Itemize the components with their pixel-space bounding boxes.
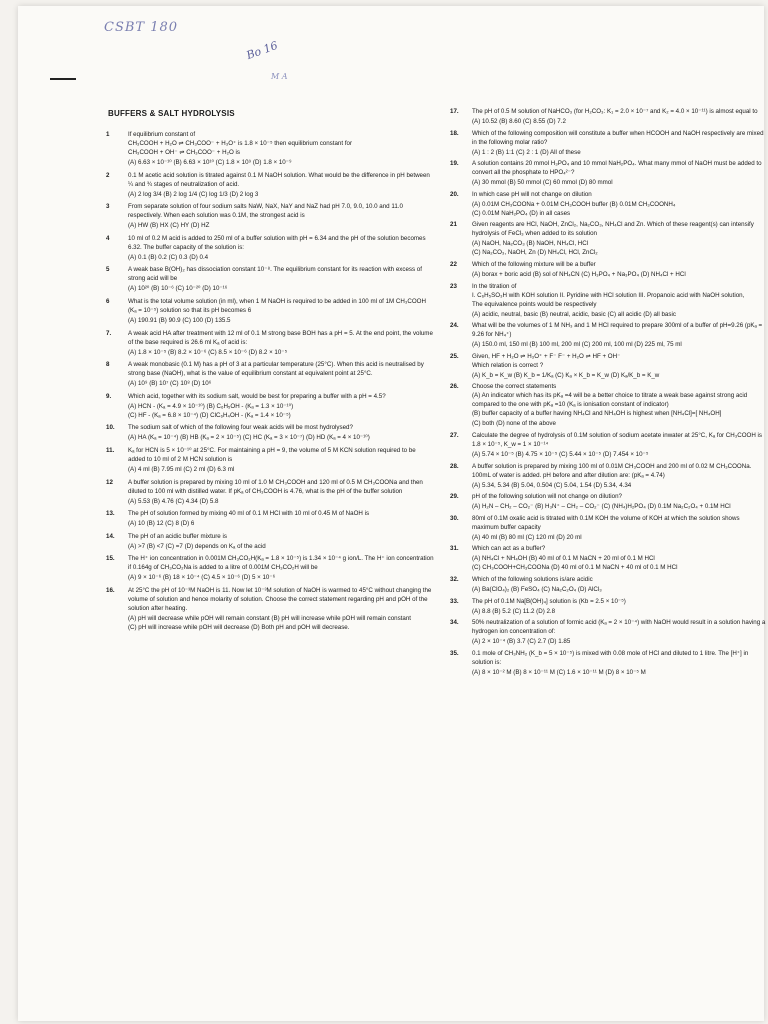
question — [450, 597, 766, 616]
question-text: 50% neutralization of a solution of formic acid (Kₐ = 2 × 10⁻⁴) with NaOH would result in a solution having a hydrogen ion concentration of: — [472, 619, 766, 636]
question — [450, 575, 766, 594]
question-options: (A) 6.63 × 10⁻¹⁰ (B) 6.63 × 10¹⁰ (C) 1.8 × 10⁹ (D) 1.8 × 10⁻⁹ — [128, 159, 292, 166]
question — [450, 282, 766, 319]
question-text: The pH of solution formed by mixing 40 ml of 0.1 M HCl with 10 ml of 0.45 M of NaOH is — [128, 510, 370, 518]
question-options: (A) >7 (B) <7 (C) =7 (D) depends on Kₐ of the acid — [128, 542, 266, 550]
question-options: (A) 5.34, 5.34 (B) 5.04, 0.504 (C) 5.04, 1.54 (D) 5.34, 4.34 — [472, 481, 632, 489]
question — [106, 478, 434, 506]
question-number: 6 — [106, 297, 110, 305]
question — [450, 431, 766, 459]
question-text: The pH of 0.5 M solution of NaHCO₃ (for H₂CO₃: K₁ = 2.0 × 10⁻⁷ and K₂ = 4.0 × 10⁻¹¹) is almost equal to — [472, 108, 758, 115]
question-options: (A) 0.01M CH₃COONa + 0.01M CH₃COOH buffer (B) 0.01M CH₃COONH₄ (C) 0.01M NaH₂PO₄ (D) in all cases — [472, 200, 676, 217]
handwritten-note-middle: Bo 16 — [244, 38, 280, 63]
question-number: 1 — [106, 131, 110, 138]
question-text: 0.1 mole of CH₃NH₂ (K_b = 5 × 10⁻⁵) is mixed with 0.08 mole of HCl and diluted to 1 litre. The [H⁺] in solution is: — [472, 649, 749, 666]
question-number: 5 — [106, 266, 110, 274]
question-options: (A) acidic, neutral, basic (B) neutral, acidic, basic (C) all acidic (D) all basic — [472, 310, 676, 318]
question-text: Which of the following mixture will be a buffer — [472, 260, 596, 268]
question — [450, 514, 766, 542]
question-options: (A) borax + boric acid (B) sol of NH₄CN (C) H₃PO₄ + Na₃PO₄ (D) NH₄Cl + HCl — [472, 270, 686, 278]
question-number: 20. — [450, 190, 459, 198]
question-number: 33. — [450, 597, 459, 605]
question-options: (A) HCN - (Kₐ = 4.9 × 10⁻¹⁰) (B) C₆H₅OH - (Kₐ = 1.3 × 10⁻¹⁰) (C) HF - (Kₐ = 6.8 × 10⁻⁴) (D) ClC₆H₄OH - (Kₐ = 1.4 × 10⁻⁵) — [128, 402, 294, 419]
question-options: (A) 10⁹ (B) 10⁷ (C) 10⁸ (D) 10⁶ — [128, 380, 212, 388]
question-number: 10. — [106, 424, 115, 432]
question-options: (A) 4 ml (B) 7.95 ml (C) 2 ml (D) 6.3 ml — [128, 465, 235, 473]
question-options: (A) 10 (B) 12 (C) 8 (D) 6 — [128, 520, 195, 528]
question-number: 25. — [450, 352, 459, 360]
question-number: 28. — [450, 462, 459, 470]
question-options: (A) H₂N – CH₂ – CO₂⁻ (B) H₃N⁺ – CH₂ – CO₂⁻ (C) (NH₄)H₂PO₄ (D) 0.1M Na₂C₂O₄ + 0.1M HCl — [472, 503, 731, 511]
question-text: Which of the following solutions is/are acidic — [472, 575, 593, 583]
question-text: In which case pH will not change on dilution — [472, 190, 592, 198]
question — [106, 423, 434, 442]
question-text: Given reagents are HCl, NaOH, ZnCl₂, Na₂CO₃, NH₄Cl and Zn. Which of these reagent(s) can intensify hydrolysis of FeCl₃ when added to its solution — [472, 221, 754, 238]
question-number: 32. — [450, 575, 459, 583]
question — [106, 171, 434, 199]
right-column — [450, 107, 766, 679]
question — [450, 352, 766, 380]
question-text: Which acid, together with its sodium salt, would be best for preparing a buffer with a pH = 4.5? — [128, 392, 386, 400]
question-options: (A) NaOH, Na₂CO₃ (B) NaOH, NH₄Cl, HCl (C) Na₂CO₃, NaOH, Zn (D) NH₄Cl, HCl, ZnCl₂ — [472, 240, 598, 257]
question-text: A weak monobasic (0.1 M) has a pH of 3 at a particular temperature (25°C). When this acid is neutralised by strong base (NaOH), what is the value of equilibrium constant at equivalent point at 25°C. — [128, 361, 424, 378]
handwritten-note-small: M A — [271, 72, 288, 81]
question-options: (A) 10²⁰ (B) 10⁻⁶ (C) 10⁻²⁰ (D) 10⁻¹⁶ — [128, 285, 228, 293]
question-number: 16. — [106, 586, 115, 594]
question — [450, 492, 766, 511]
margin-dash — [50, 78, 76, 80]
question-text: The H⁺ ion concentration in 0.001M CH₃CO₂H(Kₐ = 1.8 × 10⁻⁵) is 1.34 × 10⁻⁴ g ion/L. The H⁺ ion concentration if 0.164g of CH₃CO₂Na is added to a litre of 0.001M CH₃CO₂H will be — [128, 555, 434, 572]
question — [450, 260, 766, 279]
question-text: A weak base B(OH)₂ has dissociation constant 10⁻⁸. The equilibrium constant for its reaction with excess of strong acid will be — [128, 266, 422, 283]
question-number: 22 — [450, 260, 457, 268]
question-text: Kₐ for HCN is 5 × 10⁻¹⁰ at 25°C. For maintaining a pH = 9, the volume of 5 M KCN solution required to be added to 10 ml of 2 M HCN solution is — [128, 446, 416, 463]
question-text: What is the total volume solution (in ml), when 1 M NaOH is required to be added in 100 ml of 1M CH₃COOH (Kₐ = 10⁻⁵) solution so that its pH becomes 6 — [128, 297, 426, 314]
question-text: The pH of 0.1M Na[B(OH)₄] solution is (Kb = 2.5 × 10⁻⁵) — [472, 597, 626, 605]
question — [450, 462, 766, 490]
left-column — [106, 130, 434, 636]
question-number: 21 — [450, 221, 457, 229]
question — [450, 649, 766, 677]
question-options: (A) 8.8 (B) 5.2 (C) 11.2 (D) 2.8 — [472, 607, 556, 615]
question — [450, 321, 766, 349]
question-number: 4 — [106, 234, 110, 242]
question — [450, 129, 766, 157]
question — [106, 265, 434, 293]
question-text: pH of the following solution will not change on dilution? — [472, 493, 622, 501]
question-options: (A) HW (B) HX (C) HY (D) HZ — [128, 222, 210, 230]
question-options: (A) 2 log 3/4 (B) 2 log 1/4 (C) log 1/3 (D) 2 log 3 — [128, 190, 259, 198]
question-options: (A) 2 × 10⁻⁴ (B) 3.7 (C) 2.7 (D) 1.85 — [472, 638, 571, 646]
question-number: 11. — [106, 446, 115, 454]
question-text: 0.1 M acetic acid solution is titrated against 0.1 M NaOH solution. What would be the difference in pH between ¼ and ¾ stages of neutralization of acid. — [128, 171, 430, 188]
question-number: 9. — [106, 392, 112, 400]
question-number: 24. — [450, 322, 459, 330]
question-text: Given, HF + H₂O ⇌ H₃O⁺ + F⁻ F⁻ + H₂O ⇌ HF + OH⁻ Which relation is correct ? — [472, 352, 621, 369]
question-number: 26. — [450, 383, 459, 391]
question — [106, 329, 434, 357]
question-text: The sodium salt of which of the following four weak acids will be most hydrolysed? — [128, 424, 353, 432]
question-number: 34. — [450, 619, 459, 627]
question-text: Which of the following composition will constitute a buffer when HCOOH and NaOH respectively are mixed in the following molar ratio? — [472, 129, 764, 146]
question — [106, 392, 434, 420]
question — [450, 544, 766, 572]
question-text: 10 ml of 0.2 M acid is added to 250 ml of a buffer solution with pH = 6.34 and the pH of the solution becomes 6.32. The buffer capacity of the solution is: — [128, 234, 426, 251]
question — [106, 202, 434, 230]
worksheet-heading: BUFFERS & SALT HYDROLYSIS — [108, 109, 235, 118]
question — [450, 190, 766, 218]
question-options: (A) 10.52 (B) 8.60 (C) 8.55 (D) 7.2 — [472, 118, 566, 125]
question-options: (A) 1 : 2 (B) 1:1 (C) 2 : 1 (D) All of these — [472, 148, 581, 156]
handwritten-note-topleft: CSBT 180 — [104, 20, 179, 35]
question-number: 19. — [450, 160, 459, 168]
question — [106, 554, 434, 582]
question-number: 18. — [450, 129, 459, 137]
question-options: (C) both (D) none of the above — [472, 420, 556, 428]
question-text: The pH of an acidic buffer mixture is — [128, 532, 227, 540]
question-options: (A) HA (Kₐ = 10⁻⁴) (B) HB (Kₐ = 2 × 10⁻⁵) (C) HC (Kₐ = 3 × 10⁻⁷) (D) HD (Kₐ = 4 × 10⁻¹⁰) — [128, 434, 370, 442]
question-text: A solution contains 20 mmol H₃PO₄ and 10 mmol NaH₂PO₄. What many mmol of NaOH must be added to convert all the phosphate to HPO₄²⁻? — [472, 160, 762, 177]
question — [450, 107, 766, 126]
question-text: A weak acid HA after treatment with 12 ml of 0.1 M strong base BOH has a pH = 5. At the end point, the volume of the base required is 26.6 ml Kₐ of acid is: — [128, 329, 433, 346]
question-number: 29. — [450, 493, 459, 501]
question-options: (A) 5.53 (B) 4.76 (C) 4.34 (D) 5.8 — [128, 497, 219, 505]
question-text: Calculate the degree of hydrolysis of 0.1M solution of sodium acetate inwater at 25°C, Kₐ for CH₃COOH is 1.8 × 10⁻⁵, K_w = 1 × 10⁻¹⁴ — [472, 431, 762, 448]
question-number: 31. — [450, 545, 459, 553]
question — [450, 159, 766, 187]
question-number: 27. — [450, 431, 459, 439]
question-text: Which can act as a buffer? — [472, 545, 546, 553]
question-options: (A) pH will decrease while pOH will remain constant (B) pH will increase while pOH will remain constant (C) pH will increase while pOH will decrease (D) Both pH and pOH will decrease. — [128, 614, 412, 631]
question-options: (A) 1.8 × 10⁻⁵ (B) 8.2 × 10⁻⁶ (C) 8.5 × 10⁻⁶ (D) 8.2 × 10⁻⁵ — [128, 348, 288, 356]
worksheet-page — [18, 6, 764, 1021]
question-options: (A) 5.74 × 10⁻⁵ (B) 4.75 × 10⁻⁵ (C) 5.44 × 10⁻⁵ (D) 7.454 × 10⁻⁵ — [472, 450, 649, 458]
question-options: (A) 40 ml (B) 80 ml (C) 120 ml (D) 20 ml — [472, 533, 582, 541]
question — [450, 382, 766, 428]
question-number: 35. — [450, 649, 459, 657]
question-number: 14. — [106, 532, 115, 540]
question-text: If equilibrium constant of CH₃COOH + H₂O ⇌ CH₃COO⁻ + H₃O⁺ is 1.8 × 10⁻⁵ then equilibrium constant for CH₃COOH + OH⁻ ⇌ CH₃COO⁻ + H₂O is — [128, 131, 353, 156]
question — [106, 509, 434, 528]
question-text: What will be the volumes of 1 M NH₃ and 1 M HCl required to prepare 300ml of a buffer of pH=9.26 (pKₐ = 9.26 for NH₄⁺) — [472, 322, 763, 339]
question-text: A buffer solution is prepared by mixing 10 ml of 1.0 M CH₃COOH and 120 ml of 0.5 M CH₃COONa and then diluted to 100 ml with distilled water. If pKₐ of CH₃COOH is 4.76, what is the pH of the buffer solution — [128, 478, 423, 495]
question-number: 23 — [450, 282, 457, 290]
question-options: (A) 8 × 10⁻² M (B) 8 × 10⁻¹¹ M (C) 1.6 × 10⁻¹¹ M (D) 8 × 10⁻⁵ M — [472, 668, 646, 676]
question — [450, 618, 766, 646]
question-number: 13. — [106, 510, 115, 518]
question-number: 30. — [450, 514, 459, 522]
question-options: (A) Ba(ClO₄)₂ (B) FeSO₄ (C) Na₂C₂O₄ (D) AlCl₃ — [472, 585, 602, 593]
question — [106, 586, 434, 632]
question — [106, 130, 434, 167]
question-text: A buffer solution is prepared by mixing 100 ml of 0.01M CH₃COOH and 200 ml of 0.02 M CH₃COONa. 100mL of water is added. pH before and after dilution are: (pKₐ = 4.74) — [472, 462, 752, 479]
question-number: 17. — [450, 108, 459, 115]
question-text: In the titration of I. C₆H₅SO₃H with KOH solution II. Pyridine with HCl solution III. Propanoic acid with NaOH solution, The equivalence points would be respectively — [472, 282, 745, 308]
question-options: (A) 0.1 (B) 0.2 (C) 0.3 (D) 0.4 — [128, 253, 209, 261]
question-options: (A) 9 × 10⁻⁶ (B) 18 × 10⁻⁴ (C) 4.5 × 10⁻⁶ (D) 5 × 10⁻⁶ — [128, 574, 276, 582]
question-options: (A) 30 mmol (B) 50 mmol (C) 60 mmol (D) 80 mmol — [472, 179, 613, 187]
question-number: 15. — [106, 555, 115, 563]
question — [106, 446, 434, 474]
question-number: 12 — [106, 478, 113, 486]
question-text: From separate solution of four sodium salts NaW, NaX, NaY and NaZ had pH 7.0, 9.0, 10.0 and 11.0 respectively. When each solution was 0.1M, the strongest acid is — [128, 203, 403, 220]
question — [106, 297, 434, 325]
question — [106, 360, 434, 388]
question-number: 2 — [106, 171, 110, 179]
question-text: 80ml of 0.1M oxalic acid is titrated with 0.1M KOH the volume of KOH at which the solution shows maximum buffer capacity — [472, 514, 740, 531]
question-text: Choose the correct statements (A) An indicator which has its pKₐ =4 will be a better choice to titrate a weak base against strong acid compared to the one with pKₐ =10 (Kₐ is ionisation constant of indicator) (B) buffer capacity of a buffer having NH₄Cl and NH₄OH is highest when [NH₄Cl]=[ NH₄OH] — [472, 383, 748, 418]
question-number: 8 — [106, 361, 110, 369]
question-number: 3 — [106, 203, 110, 211]
question-number: 7. — [106, 329, 112, 337]
question-options: (A) 190.91 (B) 90.9 (C) 100 (D) 135.5 — [128, 316, 231, 324]
question-options: (A) NH₄Cl + NH₄OH (B) 40 ml of 0.1 M NaCN + 20 ml of 0.1 M HCl (C) CH₃COOH+CH₃COONa (D) 40 ml of 0.1 M NaCN + 40 ml of 0.1 M HCl — [472, 555, 678, 572]
question-text: At 25°C the pH of 10⁻³M NaOH is 11. Now let 10⁻³M solution of NaOH is warmed to 45°C without changing the volume of solution and hence molarity of solution. Choose the correct statement regarding pH and pOH of the solution after heating. — [128, 586, 432, 612]
question — [450, 220, 766, 257]
question — [106, 234, 434, 262]
question-options: (A) 150.0 ml, 150 ml (B) 100 ml, 200 ml (C) 200 ml, 100 ml (D) 225 ml, 75 ml — [472, 341, 682, 349]
question — [106, 532, 434, 551]
question-options: (A) K_b = K_w (B) K_b = 1/Kₐ (C) Kₐ × K_b = K_w (D) Kₐ/K_b = K_w — [472, 371, 660, 379]
